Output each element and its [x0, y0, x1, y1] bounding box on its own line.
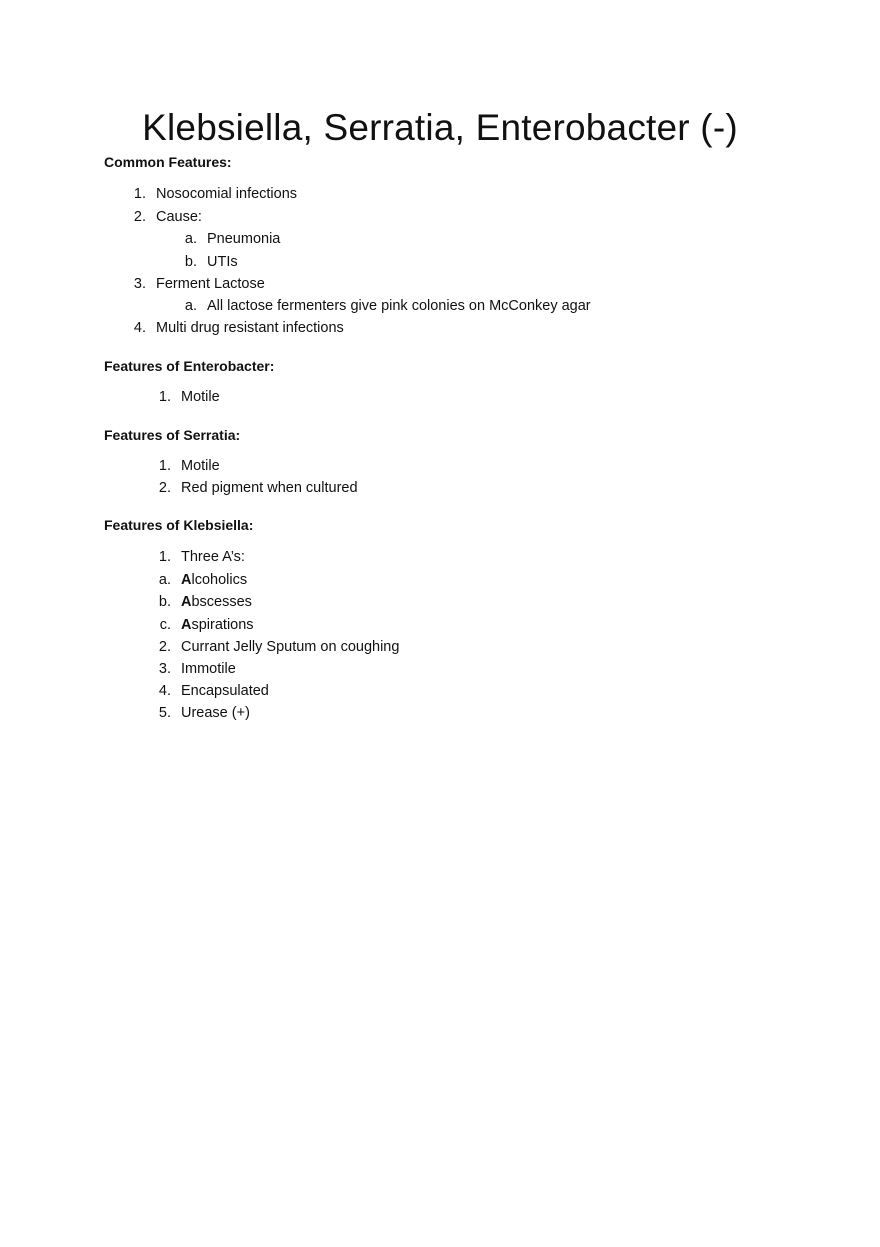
- list-number: 4.: [158, 683, 171, 699]
- list-text: All lactose fermenters give pink colonies on McConkey agar: [207, 298, 591, 314]
- list-text: Alcoholics: [181, 572, 248, 588]
- list-text: Red pigment when cultured: [181, 480, 358, 496]
- list-letter: b.: [184, 254, 197, 270]
- list-number: 2.: [133, 209, 146, 225]
- bold-initial: A: [181, 572, 192, 588]
- list-text: Currant Jelly Sputum on coughing: [181, 639, 400, 655]
- list-number: 1.: [158, 389, 171, 405]
- list-letter: b.: [158, 594, 171, 610]
- list-text: Ferment Lactose: [156, 276, 265, 292]
- list-text: Abscesses: [181, 594, 252, 610]
- section-heading-serratia: Features of Serratia:: [104, 427, 241, 443]
- list-text: Motile: [181, 458, 220, 474]
- list-number: 5.: [158, 705, 171, 721]
- section-heading-common: Common Features:: [104, 154, 232, 170]
- bold-initial: A: [181, 594, 192, 610]
- page-title: Klebsiella, Serratia, Enterobacter (-): [142, 107, 738, 148]
- list-text: Aspirations: [181, 617, 254, 633]
- list-number: 4.: [133, 320, 146, 336]
- list-text: Pneumonia: [207, 231, 281, 247]
- list-text: Multi drug resistant infections: [156, 320, 344, 336]
- section-heading-enterobacter: Features of Enterobacter:: [104, 358, 275, 374]
- list-text: Cause:: [156, 209, 202, 225]
- section-heading-klebsiella: Features of Klebsiella:: [104, 517, 254, 533]
- list-number: 2.: [158, 480, 171, 496]
- list-letter: a.: [184, 231, 197, 247]
- list-number: 2.: [158, 639, 171, 655]
- list-number: 3.: [158, 661, 171, 677]
- list-text: Motile: [181, 389, 220, 405]
- list-text: Nosocomial infections: [156, 186, 298, 202]
- list-letter: c.: [159, 617, 171, 633]
- list-text: Three A’s:: [181, 549, 245, 565]
- list-number: 1.: [133, 186, 146, 202]
- list-letter: a.: [158, 572, 171, 588]
- bold-initial: A: [181, 617, 192, 633]
- list-number: 1.: [158, 458, 171, 474]
- list-text: Encapsulated: [181, 683, 269, 699]
- list-letter: a.: [184, 298, 197, 314]
- list-text: Immotile: [181, 661, 236, 677]
- list-number: 3.: [133, 276, 146, 292]
- list-text: UTIs: [207, 254, 238, 270]
- list-number: 1.: [158, 549, 171, 565]
- list-text: Urease (+): [181, 705, 250, 721]
